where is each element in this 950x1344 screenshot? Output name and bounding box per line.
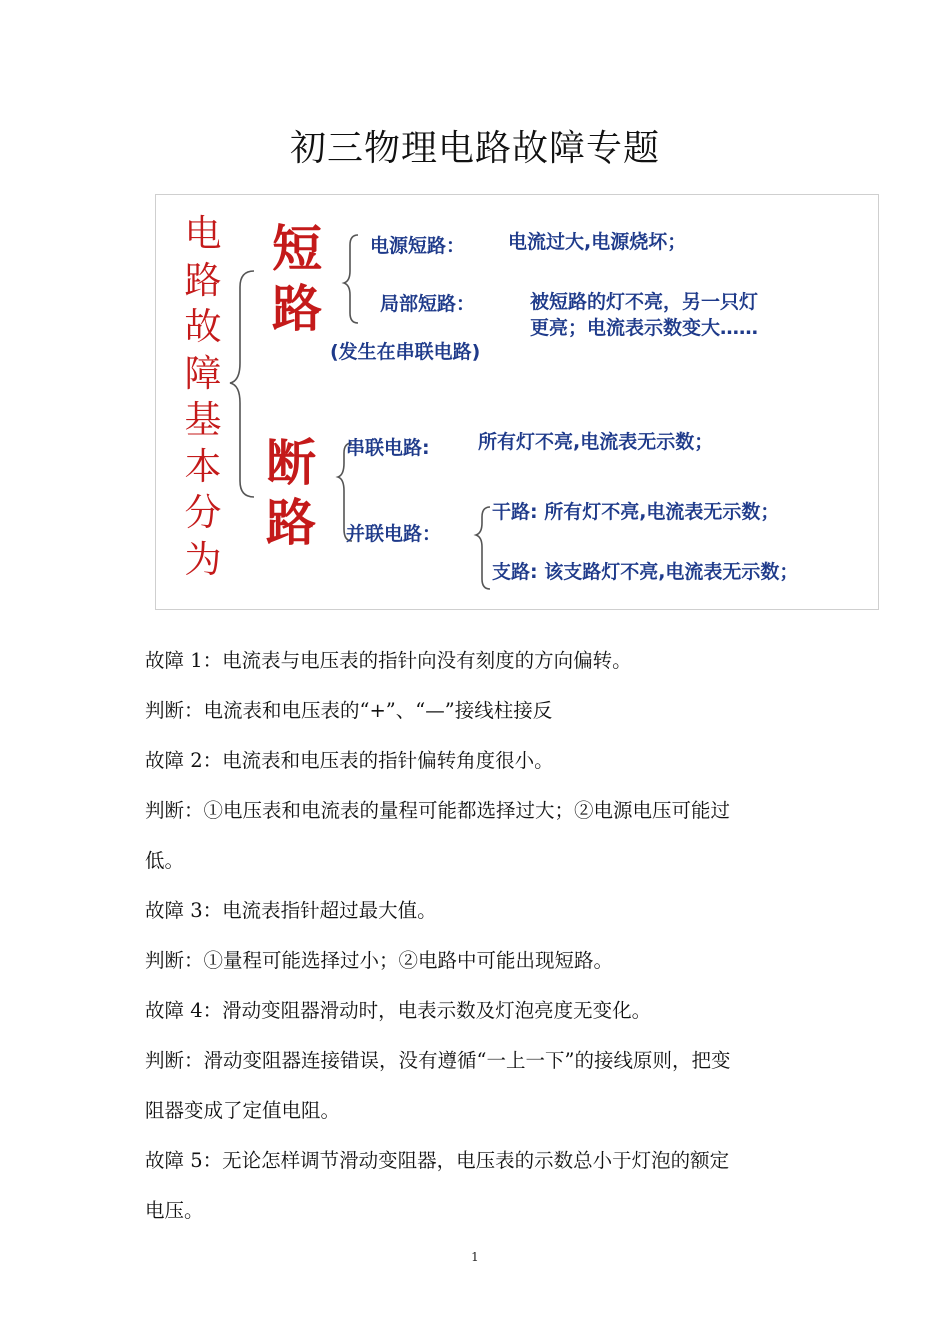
fault-2: 故障 2：电流表和电压表的指针偏转角度很小。 xyxy=(145,749,554,772)
judgment-4: 判断：滑动变阻器连接错误，没有遵循“一上一下”的接线原则，把变 xyxy=(145,1049,731,1072)
parallel-open-type: 并联电路： xyxy=(346,523,442,545)
series-open-result: 所有灯不亮,电流表无示数； xyxy=(478,431,714,453)
parallel-brace xyxy=(476,507,490,589)
fault-3: 故障 3：电流表指针超过最大值。 xyxy=(145,899,437,922)
partial-short-type: 局部短路： xyxy=(380,293,476,315)
fault-4: 故障 4：滑动变阻器滑动时，电表示数及灯泡亮度无变化。 xyxy=(145,999,652,1022)
fault-5: 故障 5：无论怎样调节滑动变阻器，电压表的示数总小于灯泡的额定 xyxy=(145,1149,730,1172)
judgment-1: 判断：电流表和电压表的“+”、“—”接线柱接反 xyxy=(145,699,553,722)
judgment-3: 判断：①量程可能选择过小；②电路中可能出现短路。 xyxy=(145,949,614,972)
page-title: 初三物理电路故障专题 xyxy=(289,128,660,169)
circuit-fault-diagram xyxy=(155,194,879,610)
partial-short-result-1: 被短路的灯不亮，另一只灯 xyxy=(530,291,759,313)
short-circuit-note: (发生在串联电路) xyxy=(330,341,481,363)
short-circuit-label: 短 路 xyxy=(272,220,322,338)
judgment-2-cont: 低。 xyxy=(145,849,185,872)
power-short-type: 电源短路： xyxy=(370,235,466,257)
parallel-branch-result: 支路: 该支路灯不亮,电流表无示数； xyxy=(492,561,799,583)
root-brace xyxy=(230,271,254,497)
fault-5-cont: 电压。 xyxy=(145,1199,204,1222)
page-number: 1 xyxy=(471,1250,479,1264)
partial-short-result-2: 更亮；电流表示数变大…… xyxy=(530,317,759,339)
fault-1: 故障 1：电流表与电压表的指针向没有刻度的方向偏转。 xyxy=(145,649,632,672)
judgment-4-cont: 阻器变成了定值电阻。 xyxy=(145,1099,341,1122)
root-label: 电 路 故 障 基 本 分 为 xyxy=(184,212,222,581)
series-open-type: 串联电路: xyxy=(346,437,430,459)
parallel-main-result: 干路: 所有灯不亮,电流表无示数； xyxy=(492,501,780,523)
power-short-result: 电流过大,电源烧坏； xyxy=(508,231,687,253)
short-brace xyxy=(344,235,358,323)
open-circuit-label: 断 路 xyxy=(266,434,316,552)
judgment-2: 判断：①电压表和电流表的量程可能都选择过大；②电源电压可能过 xyxy=(145,799,731,822)
